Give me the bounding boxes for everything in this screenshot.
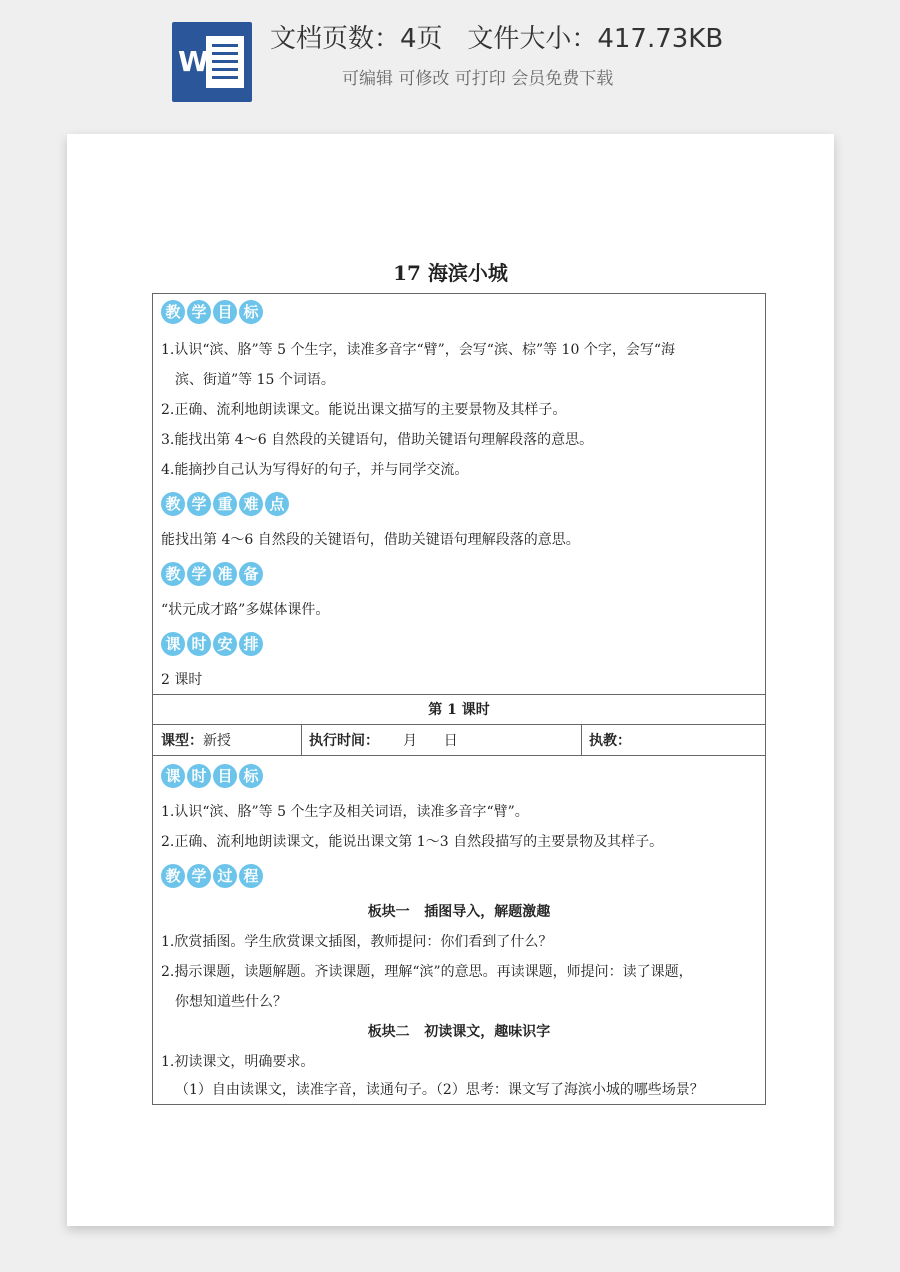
table-divider	[301, 724, 302, 755]
heading-char: 学	[187, 864, 211, 888]
heading-char: 标	[239, 300, 263, 324]
heading-char: 教	[161, 300, 185, 324]
heading-char: 标	[239, 764, 263, 788]
goal-line: 3.能找出第 4～6 自然段的关键语句，借助关键语句理解段落的意思。	[161, 432, 594, 448]
heading-char: 学	[187, 300, 211, 324]
heading-teaching-goals	[161, 300, 263, 324]
process-line: 1.欣赏插图。学生欣赏课文插图，教师提问：你们看到了什么？	[161, 934, 553, 950]
heading-char: 排	[239, 632, 263, 656]
heading-char: 时	[187, 632, 211, 656]
process-line: 你想知道些什么？	[175, 994, 287, 1010]
heading-char: 目	[213, 300, 237, 324]
heading-key-points	[161, 492, 289, 516]
heading-char: 教	[161, 562, 185, 586]
key-points-text: 能找出第 4～6 自然段的关键语句，借助关键语句理解段落的意思。	[161, 532, 580, 548]
preparation-text: “状元成才路”多媒体课件。	[161, 602, 330, 618]
goal-line: 4.能摘抄自己认为写得好的句子，并与同学交流。	[161, 462, 469, 478]
table-divider	[581, 724, 582, 755]
table-divider	[153, 694, 765, 695]
goal-line: 滨、街道”等 15 个词语。	[175, 372, 335, 388]
heading-char: 安	[213, 632, 237, 656]
lesson-plan-table	[152, 293, 766, 1105]
execution-time-value: 月 日	[403, 733, 458, 749]
document-page	[67, 134, 834, 1226]
schedule-text: 2 课时	[161, 672, 203, 688]
lesson-type-value: 新授	[203, 733, 231, 749]
goal-line: 2.正确、流利地朗读课文。能说出课文描写的主要景物及其样子。	[161, 402, 567, 418]
heading-char: 教	[161, 492, 185, 516]
heading-char: 难	[239, 492, 263, 516]
heading-preparation	[161, 562, 263, 586]
heading-char: 课	[161, 632, 185, 656]
lesson-title: 17 海滨小城	[393, 261, 508, 285]
lesson-goal-line: 2.正确、流利地朗读课文，能说出课文第 1～3 自然段描写的主要景物及其样子。	[161, 834, 664, 850]
heading-char: 课	[161, 764, 185, 788]
heading-char: 教	[161, 864, 185, 888]
heading-char: 程	[239, 864, 263, 888]
heading-lesson-goals	[161, 764, 263, 788]
lesson-period-title: 第 1 课时	[428, 702, 490, 718]
table-divider	[153, 724, 765, 725]
word-logo-letter: W	[178, 45, 209, 78]
heading-schedule	[161, 632, 263, 656]
file-features-subtitle: 可编辑 可修改 可打印 会员免费下载	[342, 69, 614, 89]
lesson-goal-line: 1.认识“滨、胳”等 5 个生字及相关词语，读准多音字“臂”。	[161, 804, 529, 820]
lesson-type-label: 课型：	[161, 733, 203, 749]
heading-char: 目	[213, 764, 237, 788]
block1-title: 板块一 插图导入，解题激趣	[367, 904, 551, 920]
process-line: 2.揭示课题，读题解题。齐读课题，理解“滨”的意思。再读课题，师提问：读了课题，	[161, 964, 693, 980]
download-banner	[0, 0, 900, 120]
file-info-title: 文档页数：4页 文件大小：417.73KB	[270, 24, 724, 54]
goal-line: 1.认识“滨、胳”等 5 个生字，读准多音字“臂”，会写“滨、棕”等 10 个字，会写“海	[161, 342, 675, 358]
process-line: （1）自由读课文，读准字音，读通句子。（2）思考：课文写了海滨小城的哪些场景？	[175, 1082, 704, 1098]
word-document-icon	[172, 22, 252, 102]
table-divider	[153, 755, 765, 756]
heading-char: 过	[213, 864, 237, 888]
teacher-label: 执教：	[589, 733, 631, 749]
heading-char: 备	[239, 562, 263, 586]
heading-char: 重	[213, 492, 237, 516]
block2-title: 板块二 初读课文，趣味识字	[367, 1024, 551, 1040]
process-line: 1.初读课文，明确要求。	[161, 1054, 315, 1070]
heading-char: 时	[187, 764, 211, 788]
heading-teaching-process	[161, 864, 263, 888]
heading-char: 准	[213, 562, 237, 586]
heading-char: 点	[265, 492, 289, 516]
heading-char: 学	[187, 562, 211, 586]
heading-char: 学	[187, 492, 211, 516]
execution-time-label: 执行时间：	[309, 733, 379, 749]
